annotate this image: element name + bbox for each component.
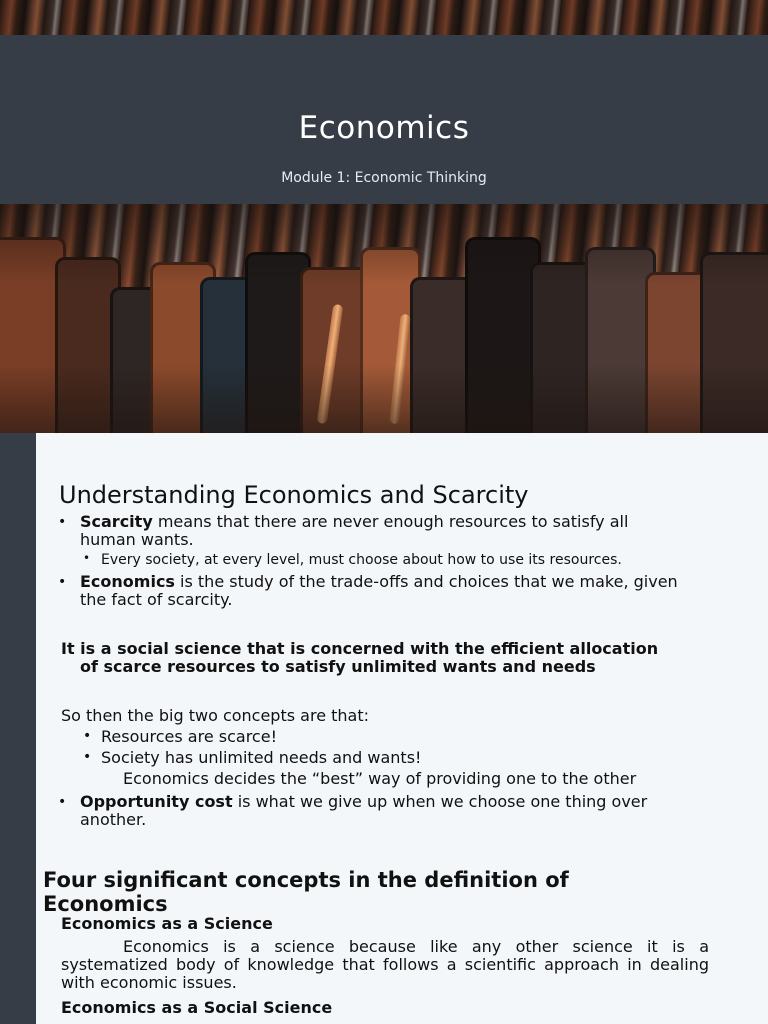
bullet-glyph: •	[58, 514, 67, 530]
economics-term: Economics	[80, 572, 175, 591]
left-accent-bar	[0, 433, 36, 1024]
wallets-photo	[0, 204, 768, 433]
economics-as-science-text: Economics is a science because like any other science it is a systematized body of knowledge that follows a scientific approach in dealing with economic issues.	[61, 937, 709, 992]
opportunity-cost-definition: is what we give up when we choose one thing over	[232, 792, 648, 811]
scarcity-continuation: human wants.	[80, 530, 194, 549]
concept-resources-scarce: Resources are scarce!	[101, 727, 277, 746]
social-science-line-2: of scarce resources to satisfy unlimited wants and needs	[80, 657, 596, 676]
scarcity-term: Scarcity	[80, 512, 153, 531]
opportunity-cost-term: Opportunity cost	[80, 792, 233, 811]
scarcity-sub-bullet: Every society, at every level, must choose about how to use its resources.	[101, 552, 622, 568]
economics-decides: Economics decides the “best” way of providing one to the other	[123, 769, 637, 788]
page-title: Economics	[298, 110, 470, 146]
bullet-glyph: •	[58, 574, 67, 590]
section-heading-four-concepts: Four significant concepts in the definition of Economics	[43, 868, 569, 916]
economics-continuation: the fact of scarcity.	[80, 590, 233, 609]
economics-as-science-title: Economics as a Science	[61, 914, 273, 933]
scarcity-definition: means that there are never enough resources to satisfy all	[152, 512, 629, 531]
opportunity-cost-bullet	[80, 793, 647, 811]
opportunity-cost-continuation: another.	[80, 810, 147, 829]
bullet-glyph: •	[58, 794, 67, 810]
economics-bullet	[80, 573, 678, 591]
scarcity-bullet	[80, 513, 628, 531]
bullet-glyph: •	[83, 728, 92, 744]
big-two-intro: So then the big two concepts are that:	[61, 706, 369, 725]
bullet-glyph: •	[83, 551, 91, 565]
section-heading-scarcity: Understanding Economics and Scarcity	[59, 481, 529, 509]
economics-definition: is the study of the trade-offs and choices that we make, given	[174, 572, 678, 591]
concept-unlimited-wants: Society has unlimited needs and wants!	[101, 748, 422, 767]
title-panel	[0, 35, 768, 204]
economics-as-social-science-title: Economics as a Social Science	[61, 998, 333, 1017]
page-subtitle: Module 1: Economic Thinking	[281, 170, 487, 186]
social-science-line-1: It is a social science that is concerned with the efficient allocation	[61, 639, 659, 658]
bullet-glyph: •	[83, 749, 92, 765]
header-photo-strip	[0, 0, 768, 35]
content-area	[36, 433, 768, 1024]
